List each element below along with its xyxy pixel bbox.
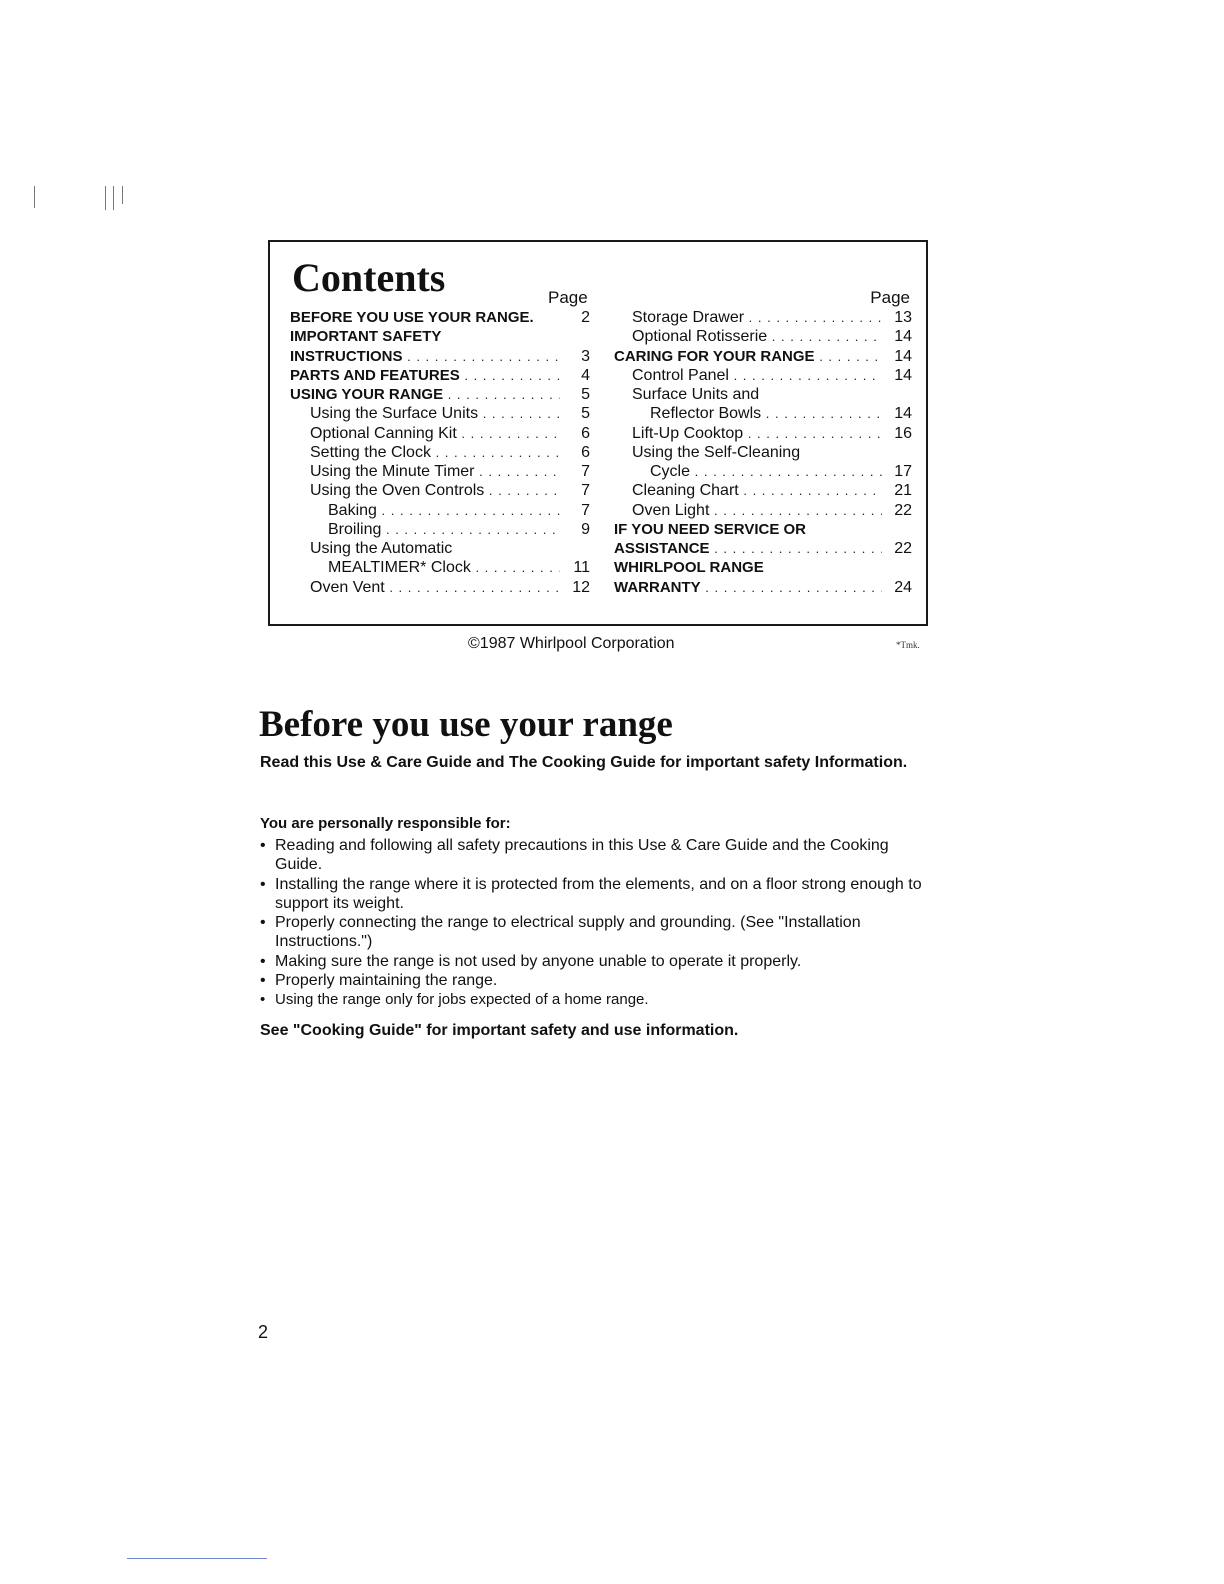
toc-entry (290, 501, 590, 520)
toc-entry-page: 17 (882, 462, 912, 481)
toc-entry (614, 404, 912, 423)
trademark-note: *Tmk. (896, 640, 920, 650)
toc-entry-title: Baking . . . (328, 501, 560, 520)
toc-entry (290, 520, 590, 539)
toc-entry-page: 16 (882, 424, 912, 443)
toc-entry-title: Control Panel . . . (632, 366, 882, 385)
toc-entry-page: 2 (560, 308, 590, 327)
list-item: • Installing the range where it is protected from the elements, and on a floor strong enough to support its weight. (260, 875, 940, 914)
toc-entry (290, 481, 590, 500)
toc-entry (290, 308, 590, 327)
list-item: • Reading and following all safety precautions in this Use & Care Guide and the Cooking Guide. (260, 836, 940, 875)
responsibility-list (260, 836, 940, 1010)
toc-entry-title: WARRANTY . . . (614, 578, 882, 597)
toc-entry-title: MEALTIMER* Clock . . . (328, 558, 560, 577)
toc-entry-title: Setting the Clock . . . (310, 443, 560, 462)
toc-entry (614, 520, 912, 539)
toc-entry-page: 3 (560, 347, 590, 366)
toc-entry-title: IF YOU NEED SERVICE OR (614, 520, 806, 538)
section-title: Before you use your range (259, 704, 673, 745)
toc-entry (614, 443, 912, 462)
toc-entry-page: 7 (560, 462, 590, 481)
responsibility-label: You are personally responsible for: (260, 815, 511, 832)
list-item: • Properly connecting the range to electrical supply and grounding. (See "Installation Instructions.") (260, 913, 940, 952)
toc-entry-page: 21 (882, 481, 912, 500)
toc-entry-title: Reflector Bowls . . . (650, 404, 882, 423)
toc-entry-page: 13 (882, 308, 912, 327)
toc-entry-page: 22 (882, 539, 912, 558)
toc-entry-title: BEFORE YOU USE YOUR RANGE. (290, 309, 534, 326)
toc-entry-page: 14 (882, 366, 912, 385)
toc-entry-page: 14 (882, 404, 912, 423)
toc-entry (290, 385, 590, 404)
toc-entry-page: 9 (560, 520, 590, 539)
toc-entry-title: Oven Vent . . . (310, 578, 560, 597)
toc-entry-title: Using the Surface Units . . . (310, 404, 560, 423)
toc-entry (614, 327, 912, 346)
toc-entry-page: 12 (560, 578, 590, 597)
toc-entry (290, 443, 590, 462)
toc-entry-page: 7 (560, 481, 590, 500)
toc-entry-page: 4 (560, 366, 590, 385)
toc-entry-title: Using the Self-Cleaning (632, 443, 801, 461)
toc-entry-title: WHIRLPOOL RANGE (614, 559, 764, 577)
contents-title: Contents (292, 255, 446, 300)
toc-entry (290, 424, 590, 443)
toc-entry (614, 481, 912, 500)
toc-entry-title: Optional Canning Kit . . . (310, 424, 560, 443)
page-column-heading-left: Page (548, 288, 588, 307)
toc-entry (290, 404, 590, 423)
toc-entry-title: Lift-Up Cooktop . . . (632, 424, 882, 443)
toc-entry-title: Using the Oven Controls . . . (310, 481, 560, 500)
toc-entry-title: Cycle . . . (650, 462, 882, 481)
toc-entry (290, 558, 590, 577)
toc-left-column (290, 308, 590, 597)
toc-entry-title: Storage Drawer . . . (632, 308, 882, 327)
toc-entry (614, 539, 912, 558)
intro-paragraph: Read this Use & Care Guide and The Cooking Guide for important safety Information. (260, 754, 908, 771)
toc-entry (290, 347, 590, 366)
toc-entry (614, 366, 912, 385)
page-column-heading-right: Page (870, 288, 910, 307)
toc-entry-page: 5 (560, 385, 590, 404)
toc-entry (290, 539, 590, 558)
toc-entry-page: 7 (560, 501, 590, 520)
toc-entry-title: IMPORTANT SAFETY (290, 328, 442, 346)
toc-entry (614, 462, 912, 481)
toc-entry-title: CARING FOR YOUR RANGE . . . (614, 347, 882, 366)
toc-entry-title: Oven Light . . . (632, 501, 882, 520)
see-also-note: See "Cooking Guide" for important safety and use information. (260, 1022, 739, 1039)
toc-entry (614, 385, 912, 404)
toc-entry-page: 5 (560, 404, 590, 423)
toc-entry-page: 11 (560, 558, 590, 577)
toc-entry (614, 501, 912, 520)
toc-entry (614, 558, 912, 577)
footer-rule (127, 1558, 267, 1559)
toc-entry-page: 6 (560, 424, 590, 443)
toc-entry-title: Using the Minute Timer . . . (310, 462, 560, 481)
toc-entry (290, 327, 590, 346)
copyright-notice: ©1987 Whirlpool Corporation (468, 635, 675, 652)
toc-entry-title: Optional Rotisserie . . . (632, 327, 882, 346)
toc-entry (290, 578, 590, 597)
toc-entry (614, 578, 912, 597)
toc-entry (614, 424, 912, 443)
toc-entry (290, 462, 590, 481)
list-item: • Making sure the range is not used by anyone unable to operate it properly. (260, 952, 940, 971)
toc-entry (614, 308, 912, 327)
toc-entry-title: Using the Automatic (310, 540, 453, 557)
toc-entry (614, 347, 912, 366)
list-item: • Properly maintaining the range. (260, 971, 940, 990)
toc-entry-title: USING YOUR RANGE . . . (290, 385, 560, 404)
page-number: 2 (258, 1322, 269, 1342)
toc-entry-page: 14 (882, 327, 912, 346)
toc-entry-title: Broiling . . . (328, 520, 560, 539)
toc-entry-title: ASSISTANCE . . . (614, 539, 882, 558)
contents-box (268, 240, 928, 626)
toc-entry-title: INSTRUCTIONS . . . (290, 347, 560, 366)
list-item: • Using the range only for jobs expected of a home range. (260, 990, 940, 1009)
toc-entry-page: 14 (882, 347, 912, 366)
toc-entry-title: PARTS AND FEATURES . . . (290, 366, 560, 385)
toc-right-column (614, 308, 912, 597)
toc-entry (290, 366, 590, 385)
toc-entry-page: 24 (882, 578, 912, 597)
toc-entry-title: Surface Units and (632, 386, 760, 403)
toc-entry-title: Cleaning Chart . . . (632, 481, 882, 500)
toc-entry-page: 6 (560, 443, 590, 462)
toc-entry-page: 22 (882, 501, 912, 520)
